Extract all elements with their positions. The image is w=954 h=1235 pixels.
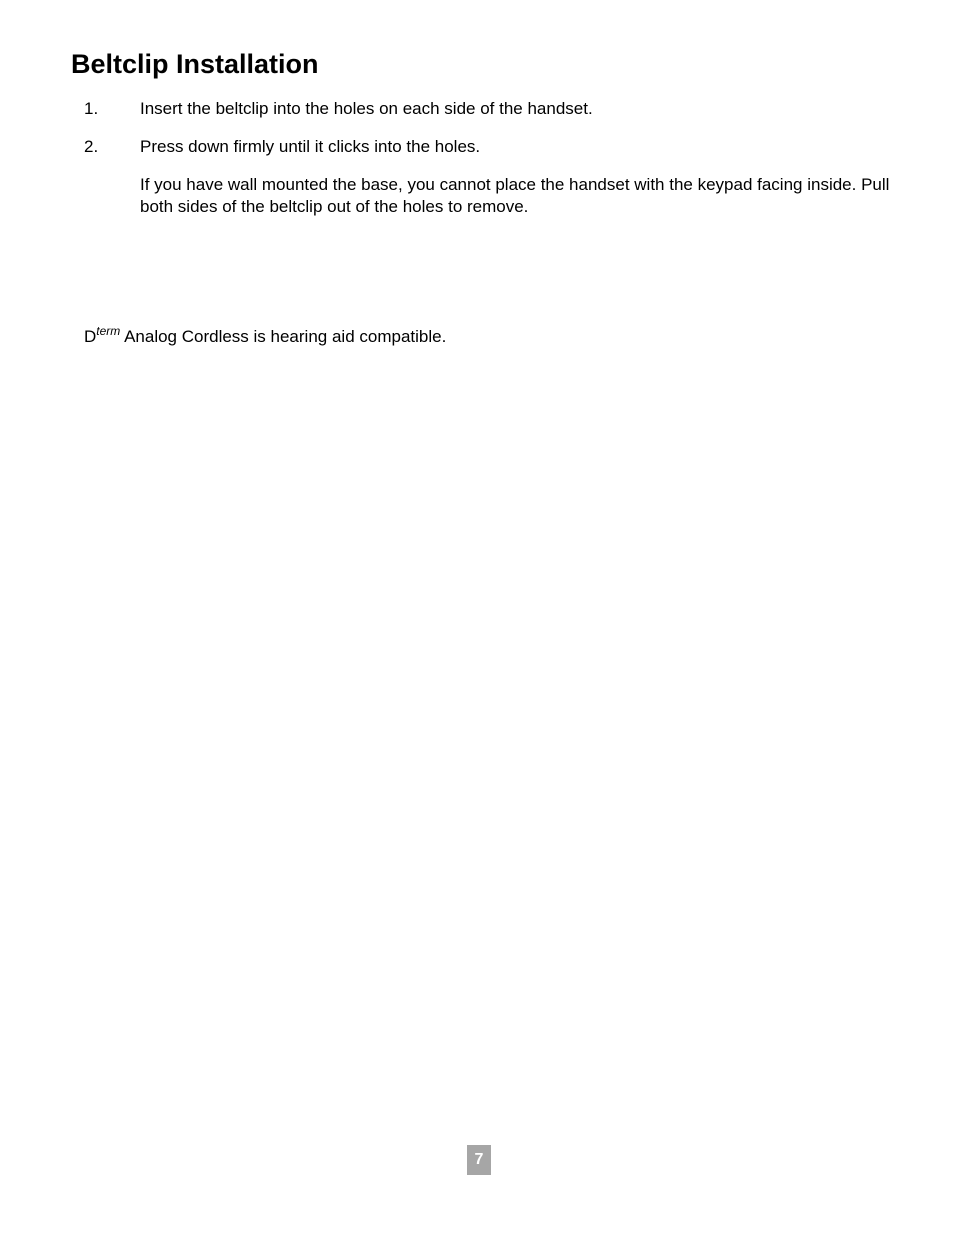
brand-prefix: D: [84, 327, 97, 346]
step-number: 1.: [84, 99, 99, 118]
hac-text: Analog Cordless is hearing aid compatible.: [120, 327, 447, 346]
removal-note: If you have wall mounted the base, you cannot place the handset with the keypad facing inside. Pull both sides of the beltclip out of the holes to remove.: [140, 175, 890, 216]
step-text: Insert the beltclip into the holes on each side of the handset.: [140, 99, 593, 118]
hearing-aid-statement: [84, 326, 446, 348]
step-text: Press down firmly until it clicks into the holes.: [140, 137, 481, 156]
page-title: Beltclip Installation: [71, 49, 319, 79]
page-number: 7: [467, 1145, 491, 1175]
step-number: 2.: [84, 137, 99, 156]
brand-superscript: term: [96, 324, 121, 338]
